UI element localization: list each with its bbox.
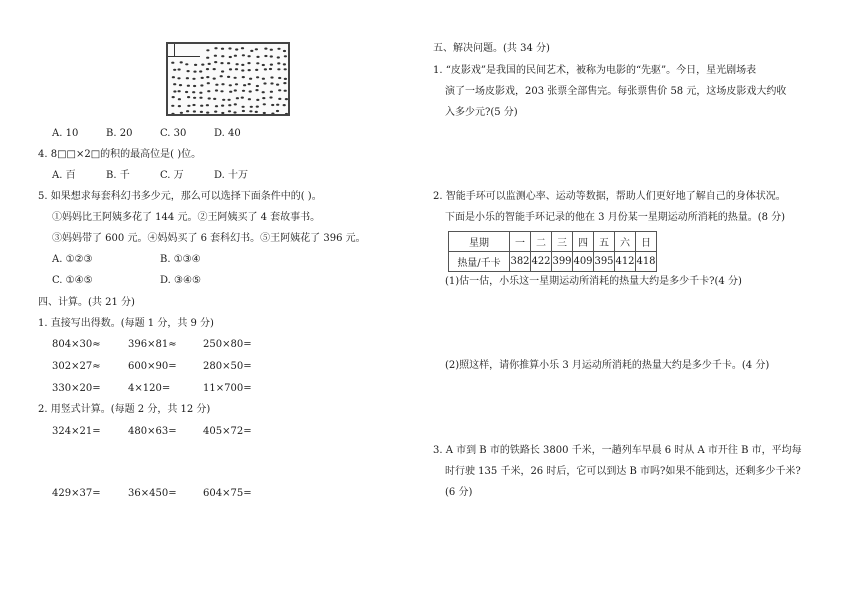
dot bbox=[228, 104, 231, 106]
dot bbox=[277, 68, 280, 70]
table-cell: 409 bbox=[573, 252, 594, 272]
dot bbox=[276, 84, 279, 86]
table-row bbox=[449, 252, 657, 272]
table-cell: 418 bbox=[636, 252, 657, 272]
dot bbox=[200, 84, 203, 86]
dot bbox=[214, 111, 217, 113]
calc2-item: 480×63= bbox=[128, 426, 177, 437]
table-cell: 六 bbox=[615, 232, 636, 252]
dot bbox=[283, 82, 286, 84]
dot bbox=[228, 99, 231, 101]
dot bbox=[276, 110, 279, 112]
dot bbox=[228, 110, 231, 112]
problem1-line2: 演了一场皮影戏，203 张票全部售完。每张票售价 58 元，这场皮影戏大约收 bbox=[445, 86, 787, 97]
problem1-line3: 入多少元?(5 分) bbox=[445, 107, 518, 118]
dot bbox=[172, 76, 175, 78]
dot bbox=[276, 104, 279, 106]
dot bbox=[269, 68, 272, 70]
q5-condition-line2: ③妈妈带了 600 元。④妈妈买了 6 套科幻书。⑤王阿姨花了 396 元。 bbox=[52, 233, 366, 244]
dot bbox=[233, 111, 236, 113]
dot bbox=[171, 113, 174, 115]
dot bbox=[229, 56, 232, 58]
dot bbox=[206, 76, 209, 78]
dot bbox=[248, 55, 251, 57]
problem2-question1: (1)估一估，小乐这一星期运动所消耗的热量大约是多少千卡?(4 分) bbox=[445, 276, 742, 287]
q5-option-b: B. ①③④ bbox=[160, 254, 201, 265]
calc1-item: 250×80= bbox=[203, 339, 252, 350]
calc2-item: 429×37= bbox=[52, 488, 101, 499]
calc1-item: 11×700= bbox=[203, 383, 252, 394]
dot bbox=[264, 68, 267, 70]
q5-condition-line1: ①妈妈比王阿姨多花了 144 元。②王阿姨买了 4 套故事书。 bbox=[52, 212, 321, 223]
dot bbox=[187, 105, 190, 107]
dot bbox=[186, 77, 189, 79]
dot bbox=[241, 64, 244, 66]
dot bbox=[256, 76, 259, 78]
dot bbox=[249, 90, 252, 92]
dot bbox=[221, 70, 224, 72]
dot bbox=[229, 91, 232, 93]
dot bbox=[247, 62, 250, 64]
table-cell: 一 bbox=[510, 232, 531, 252]
table-cell: 三 bbox=[552, 232, 573, 252]
dot bbox=[194, 64, 197, 66]
dot bbox=[206, 112, 209, 114]
dot bbox=[262, 97, 265, 99]
dot bbox=[250, 50, 253, 52]
calc1-item: 600×90= bbox=[128, 361, 177, 372]
dot bbox=[255, 111, 258, 113]
problem3-line1: 3. A 市到 B 市的铁路长 3800 千米，一趟列车早晨 6 时从 A 市开往 B 市，平均每 bbox=[433, 445, 802, 456]
dot bbox=[285, 98, 288, 100]
dot bbox=[284, 78, 287, 80]
dot bbox=[241, 97, 244, 99]
dot bbox=[242, 54, 245, 56]
dot bbox=[248, 83, 251, 85]
table-header-row bbox=[449, 232, 657, 252]
dot bbox=[256, 99, 259, 101]
dot bbox=[234, 55, 237, 57]
dot bbox=[201, 77, 204, 79]
table-cell: 422 bbox=[531, 252, 552, 272]
dot bbox=[178, 68, 181, 70]
dot bbox=[243, 84, 246, 86]
dot bbox=[277, 48, 280, 50]
dot bbox=[193, 97, 196, 99]
q3-option-d: D. 40 bbox=[214, 128, 241, 139]
dot bbox=[242, 76, 245, 78]
dot bbox=[284, 55, 287, 57]
dot-pattern bbox=[168, 44, 290, 116]
dot bbox=[278, 89, 281, 91]
dot bbox=[208, 63, 211, 65]
dot bbox=[178, 90, 181, 92]
dot-figure bbox=[166, 42, 290, 116]
dot bbox=[270, 76, 273, 78]
section-4-title: 四、计算。(共 21 分) bbox=[38, 297, 135, 308]
dot bbox=[178, 98, 181, 100]
dot bbox=[221, 112, 224, 114]
dot bbox=[200, 111, 203, 113]
q3-option-a: A. 10 bbox=[52, 128, 79, 139]
dot bbox=[171, 105, 174, 107]
dot bbox=[180, 112, 183, 114]
dot bbox=[171, 62, 174, 64]
section-5-title: 五、解决问题。(共 34 分) bbox=[433, 43, 550, 54]
dot bbox=[235, 48, 238, 50]
calc2-item: 604×75= bbox=[203, 488, 252, 499]
dot bbox=[256, 106, 259, 108]
dot bbox=[262, 91, 265, 93]
problem2-line2: 下面是小乐的智能手环记录的他在 3 月份某一星期运动所消耗的热量。(8 分) bbox=[445, 212, 786, 223]
dot bbox=[242, 90, 245, 92]
dot bbox=[207, 82, 210, 84]
calc2-item: 324×21= bbox=[52, 426, 101, 437]
dot bbox=[256, 85, 259, 87]
dot bbox=[206, 57, 209, 59]
dot bbox=[193, 85, 196, 87]
dot bbox=[201, 64, 204, 66]
dot bbox=[199, 97, 202, 99]
dot bbox=[220, 62, 223, 64]
table-cell: 395 bbox=[594, 252, 615, 272]
dot bbox=[262, 64, 265, 66]
dot bbox=[234, 77, 237, 79]
dot bbox=[192, 104, 195, 106]
table-cell: 四 bbox=[573, 232, 594, 252]
dot bbox=[264, 55, 267, 57]
calc1-item: 4×120= bbox=[128, 383, 171, 394]
dot bbox=[283, 50, 286, 52]
dot bbox=[236, 97, 239, 99]
calc2-item: 405×72= bbox=[203, 426, 252, 437]
dot bbox=[284, 90, 287, 92]
dot bbox=[221, 48, 224, 50]
dot bbox=[250, 106, 253, 108]
dot bbox=[173, 90, 176, 92]
dot bbox=[249, 110, 252, 112]
table-cell: 五 bbox=[594, 232, 615, 252]
dot bbox=[199, 70, 202, 72]
q5-option-d: D. ③④⑤ bbox=[160, 275, 201, 286]
q5-option-a: A. ①②③ bbox=[52, 254, 93, 265]
dot bbox=[193, 110, 196, 112]
dot bbox=[192, 78, 195, 80]
dot bbox=[284, 68, 287, 70]
q5-option-c: C. ①④⑤ bbox=[52, 275, 93, 286]
dot bbox=[215, 84, 218, 86]
dot bbox=[173, 83, 176, 85]
calc1-title: 1. 直接写出得数。(每题 1 分，共 9 分) bbox=[38, 318, 214, 329]
dot bbox=[256, 62, 259, 64]
dot bbox=[229, 84, 232, 86]
dot bbox=[234, 103, 237, 105]
dot bbox=[229, 68, 232, 70]
dot bbox=[206, 104, 209, 106]
dot bbox=[256, 56, 259, 58]
dot bbox=[215, 89, 218, 91]
dot bbox=[236, 63, 239, 65]
dot bbox=[249, 78, 252, 80]
table-cell: 热量/千卡 bbox=[449, 252, 510, 272]
dot bbox=[277, 56, 280, 58]
dot bbox=[227, 62, 230, 64]
dot bbox=[248, 98, 251, 100]
dot bbox=[263, 82, 266, 84]
dot bbox=[179, 84, 182, 86]
calc1-item: 280×50= bbox=[203, 361, 252, 372]
q4-text: 4. 8□□×2□的积的最高位是( )位。 bbox=[38, 149, 202, 160]
dot bbox=[214, 61, 217, 63]
dot bbox=[208, 97, 211, 99]
q4-option-a: A. 百 bbox=[52, 170, 76, 181]
q3-option-b: B. 20 bbox=[106, 128, 133, 139]
dot bbox=[283, 63, 286, 65]
dot bbox=[270, 82, 273, 84]
dot bbox=[242, 106, 245, 108]
dot bbox=[220, 90, 223, 92]
dot bbox=[213, 98, 216, 100]
dot bbox=[221, 105, 224, 107]
dot bbox=[215, 105, 218, 107]
table-cell: 382 bbox=[510, 252, 531, 272]
q5-text: 5. 如果想求每套科幻书多少元，那么可以选择下面条件中的( )。 bbox=[38, 191, 322, 202]
table-cell: 二 bbox=[531, 232, 552, 252]
dot bbox=[228, 47, 231, 49]
dot bbox=[192, 91, 195, 93]
dot bbox=[270, 64, 273, 66]
problem3-line3: (6 分) bbox=[445, 487, 473, 498]
q3-option-c: C. 30 bbox=[160, 128, 187, 139]
dot bbox=[220, 75, 223, 77]
calc1-item: 330×20= bbox=[52, 383, 101, 394]
table-cell: 412 bbox=[615, 252, 636, 272]
dot bbox=[221, 55, 224, 57]
q4-option-d: D. 十万 bbox=[214, 170, 249, 181]
table-cell: 星期 bbox=[449, 232, 510, 252]
calc2-item: 36×450= bbox=[128, 488, 177, 499]
dot bbox=[187, 85, 190, 87]
calc1-item: 396×81≈ bbox=[128, 339, 177, 350]
calc1-item: 302×27≈ bbox=[52, 361, 101, 372]
dot bbox=[206, 49, 209, 51]
dot bbox=[177, 77, 180, 79]
dot bbox=[185, 63, 188, 65]
dot bbox=[213, 68, 216, 70]
dot bbox=[173, 69, 176, 71]
dot bbox=[200, 105, 203, 107]
dot bbox=[178, 105, 181, 107]
dot bbox=[269, 96, 272, 98]
dot bbox=[262, 78, 265, 80]
table-cell: 日 bbox=[636, 232, 657, 252]
dot bbox=[227, 76, 230, 78]
dot bbox=[270, 91, 273, 93]
dot bbox=[214, 55, 217, 57]
dot bbox=[235, 83, 238, 85]
dot bbox=[185, 91, 188, 93]
dot bbox=[242, 110, 245, 112]
q4-option-b: B. 千 bbox=[106, 170, 130, 181]
dot bbox=[255, 89, 258, 91]
dot bbox=[206, 68, 209, 70]
dot bbox=[283, 104, 286, 106]
q4-option-c: C. 万 bbox=[160, 170, 184, 181]
dot bbox=[234, 89, 237, 91]
dot bbox=[213, 78, 216, 80]
problem3-line2: 时行驶 135 千米，26 时后，它可以到达 B 市吗?如果不能到达，还剩多少千米? bbox=[445, 466, 801, 477]
calc2-title: 2. 用竖式计算。(每题 2 分，共 12 分) bbox=[38, 404, 211, 415]
dot bbox=[270, 49, 273, 51]
dot bbox=[264, 48, 267, 50]
dot bbox=[278, 77, 281, 79]
dot bbox=[263, 112, 266, 114]
dot bbox=[241, 69, 244, 71]
dot bbox=[235, 68, 238, 70]
dot bbox=[199, 92, 202, 94]
heat-table bbox=[448, 231, 657, 272]
dot bbox=[180, 61, 183, 63]
dot bbox=[221, 83, 224, 85]
dot bbox=[241, 47, 244, 49]
dot bbox=[271, 113, 274, 115]
dot bbox=[222, 99, 225, 101]
dot bbox=[248, 69, 251, 71]
problem2-question2: (2)照这样，请你推算小乐 3 月运动所消耗的热量大约是多少千卡。(4 分) bbox=[445, 360, 770, 371]
problem2-line1: 2. 智能手环可以监测心率、运动等数据，帮助人们更好地了解自己的身体状况。 bbox=[433, 191, 786, 202]
dot bbox=[285, 113, 288, 115]
dot bbox=[186, 110, 189, 112]
dot bbox=[270, 55, 273, 57]
dot bbox=[255, 69, 258, 71]
dot bbox=[187, 96, 190, 98]
dot bbox=[271, 104, 274, 106]
calc1-item: 804×30≈ bbox=[52, 339, 101, 350]
dot bbox=[277, 62, 280, 64]
dot bbox=[187, 70, 190, 72]
table-cell: 399 bbox=[552, 252, 573, 272]
problem1-line1: 1. “皮影戏”是我国的民间艺术，被称为电影的“先驱”。今日，星光剧场表 bbox=[433, 65, 757, 76]
dot bbox=[278, 98, 281, 100]
dot bbox=[255, 48, 258, 50]
dot bbox=[172, 96, 175, 98]
dot bbox=[207, 90, 210, 92]
dot bbox=[263, 103, 266, 105]
dot bbox=[214, 47, 217, 49]
dot bbox=[193, 71, 196, 73]
